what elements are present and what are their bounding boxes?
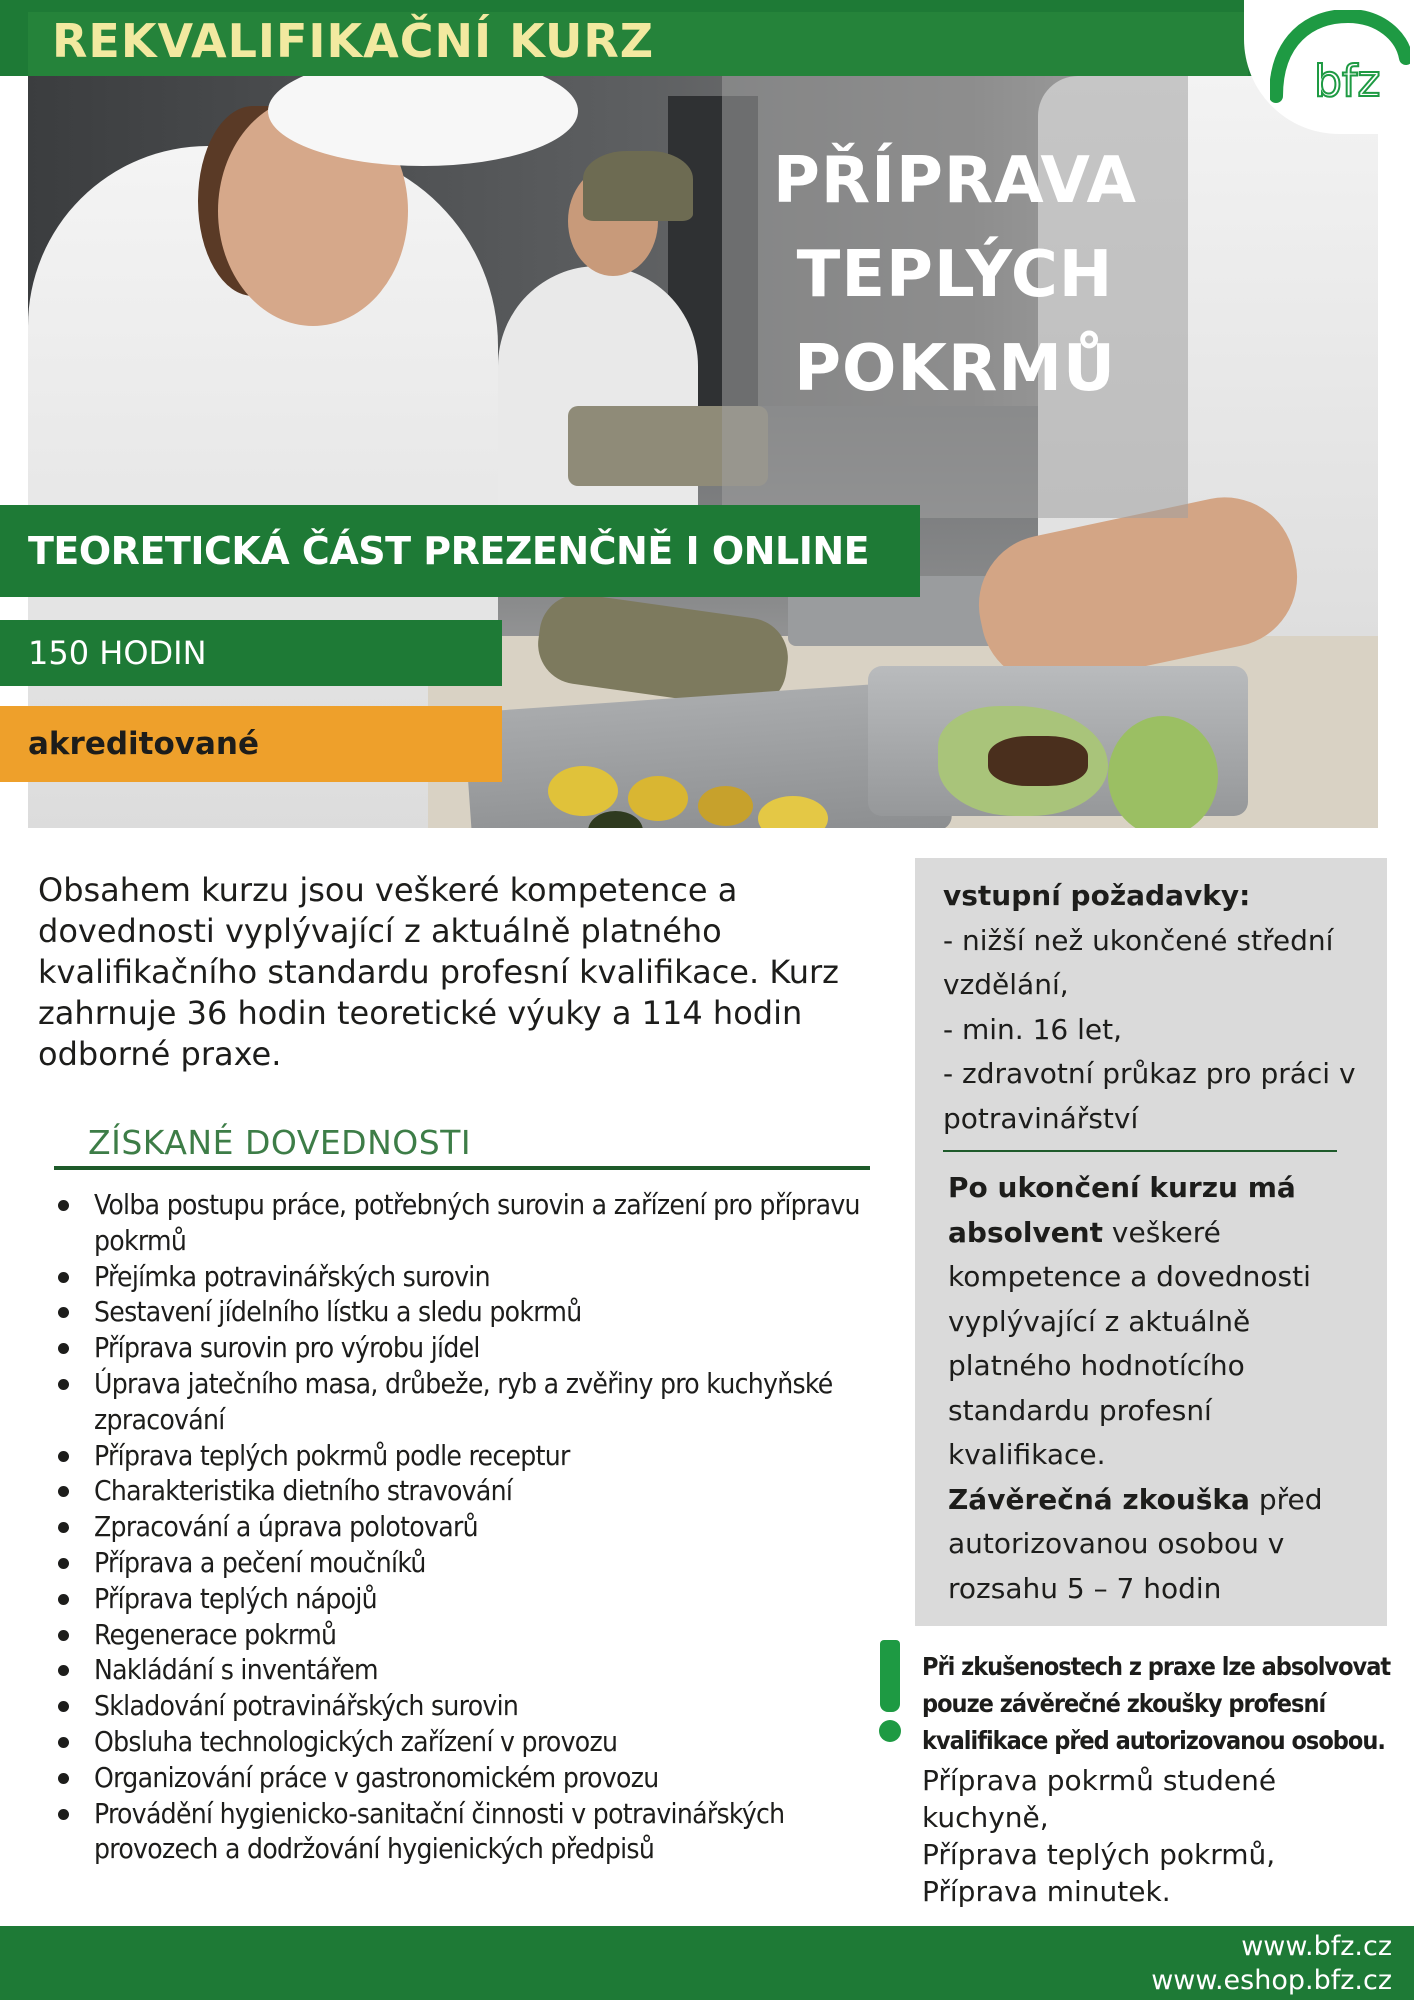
list-item: Sestavení jídelního lístku a sledu pokrmů <box>54 1294 884 1330</box>
list-item: Přejímka potravinářských surovin <box>54 1259 884 1295</box>
svg-text:bfz: bfz <box>1314 56 1381 107</box>
list-item: Regenerace pokrmů <box>54 1617 884 1653</box>
bfz-logo-icon <box>1270 10 1410 110</box>
eshop-link[interactable]: www.eshop.bfz.cz <box>1151 1965 1392 1996</box>
accreditation-label: akreditované <box>28 726 260 762</box>
list-item: Volba postupu práce, potřebných surovin a zařízení pro přípravu pokrmů <box>54 1187 884 1259</box>
intro-paragraph: Obsahem kurzu jsou veškeré kompetence a dovednosti vyplývající z aktuálně platného kvalifikačního standardu profesní kvalifikace. Kurz zahrnuje 36 hodin teoretické výuky a 114 hodin odborné praxe. <box>38 871 839 1073</box>
skills-divider <box>54 1166 870 1170</box>
requirements-title: vstupní požadavky: <box>943 879 1251 912</box>
list-item: Skladování potravinářských surovin <box>54 1688 884 1724</box>
hours-bar <box>0 620 502 686</box>
exam-item: Příprava pokrmů studené kuchyně, <box>922 1764 1277 1834</box>
completion-bold-1: Po ukončení kurzu má absolvent <box>948 1171 1296 1249</box>
list-item: Úprava jatečního masa, drůbeže, ryb a zvěřiny pro kuchyňské zpracování <box>54 1366 884 1438</box>
requirement-item: - nižší než ukončené střední vzdělání, <box>943 923 1334 1001</box>
study-mode-bar <box>0 505 920 597</box>
requirements <box>943 874 1373 1141</box>
requirement-item: - min. 16 let, <box>943 1012 1123 1046</box>
accreditation-bar <box>0 706 502 782</box>
list-item: Příprava surovin pro výrobu jídel <box>54 1330 884 1366</box>
list-item: Příprava a pečení moučníků <box>54 1545 884 1581</box>
study-mode-label: TEORETICKÁ ČÁST PREZENČNĚ I ONLINE <box>28 529 870 573</box>
hours-label: 150 HODIN <box>28 634 207 672</box>
completion-text-1: veškeré kompetence a dovednosti vyplývající z aktuálně platného hodnotícího standardu profesní kvalifikace. <box>948 1215 1311 1471</box>
completion-text <box>948 1166 1368 1611</box>
list-item: Nakládání s inventářem <box>54 1652 884 1688</box>
info-panel <box>915 858 1387 1626</box>
list-item: Charakteristika dietního stravování <box>54 1473 884 1509</box>
panel-divider <box>943 1150 1337 1152</box>
course-kicker: REKVALIFIKAČNÍ KURZ <box>52 14 655 68</box>
list-item: Obsluha technologických zařízení v provozu <box>54 1724 884 1760</box>
list-item: Zpracování a úprava polotovarů <box>54 1509 884 1545</box>
exam-list <box>922 1762 1402 1910</box>
exam-item: Příprava teplých pokrmů, <box>922 1838 1276 1871</box>
exam-item: Příprava minutek. <box>922 1875 1171 1908</box>
skills-list <box>54 1187 884 1867</box>
skills-heading: ZÍSKANÉ DOVEDNOSTI <box>88 1123 472 1162</box>
course-title: PŘÍPRAVA TEPLÝCH POKRMŮ <box>772 144 1138 406</box>
completion-text-2: před autorizovanou osobou v rozsahu 5 – 7 hodin <box>948 1482 1323 1605</box>
website-link[interactable]: www.bfz.cz <box>1241 1931 1392 1962</box>
completion-bold-2: Závěrečná zkouška <box>948 1482 1250 1516</box>
list-item: Provádění hygienicko-sanitační činnosti v potravinářských provozech a dodržování hygienických předpisů <box>54 1796 884 1868</box>
exclamation-icon <box>872 1640 908 1744</box>
footer-links <box>1151 1930 1392 1998</box>
title-box <box>722 76 1188 518</box>
practice-note: Při zkušenostech z praxe lze absolvovat pouze závěrečné zkoušky profesní kvalifikace před autorizovanou osobou. <box>922 1652 1391 1755</box>
list-item: Organizování práce v gastronomickém provozu <box>54 1760 884 1796</box>
list-item: Příprava teplých pokrmů podle receptur <box>54 1438 884 1474</box>
footer <box>0 1926 1414 2000</box>
list-item: Příprava teplých nápojů <box>54 1581 884 1617</box>
requirement-item: - zdravotní průkaz pro práci v potravinářství <box>943 1057 1356 1135</box>
